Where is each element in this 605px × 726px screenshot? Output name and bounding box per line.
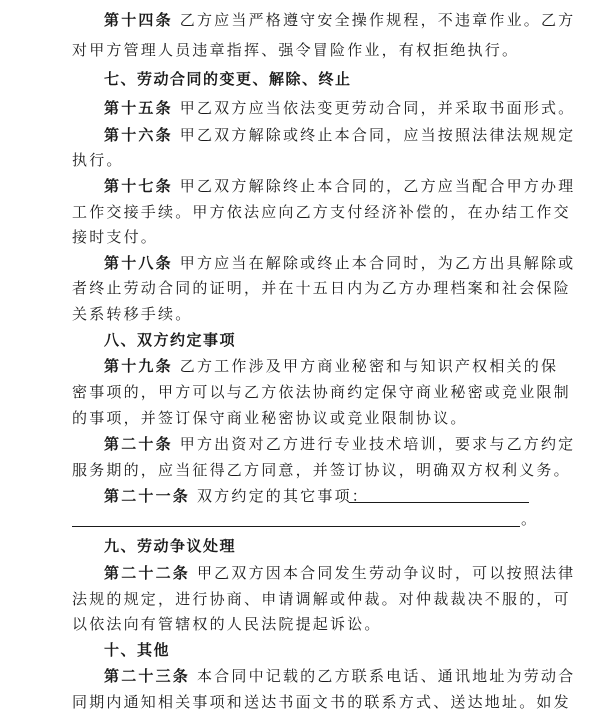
article-14-line-1: 第十四条 乙方应当严格遵守安全操作规程，不违章作业。乙方 (104, 11, 576, 29)
article-22-line-3: 以依法向有管辖权的人民法院提起诉讼。 (72, 615, 382, 633)
section-7-heading: 七、劳动合同的变更、解除、终止 (104, 70, 352, 88)
article-20-line-2: 服务期的，应当征得乙方同意，并签订协议，明确双方权利义务。 (72, 461, 571, 479)
fill-in-blank-1[interactable] (349, 502, 529, 503)
article-22-line-2: 法规的规定，进行协商、申请调解或仲裁。对仲裁裁决不服的，可 (72, 590, 571, 608)
article-22-line-1: 第二十二条 甲乙双方因本合同发生劳动争议时，可以按照法律 (104, 564, 576, 582)
article-label: 第二十二条 (104, 564, 191, 582)
article-label: 第十七条 (104, 177, 173, 195)
article-16-line-2: 执行。 (72, 151, 124, 169)
article-18-line-2: 者终止劳动合同的证明，并在十五日内为乙方办理档案和社会保险 (72, 279, 571, 297)
section-10-heading: 十、其他 (104, 641, 171, 659)
article-label: 第二十三条 (104, 667, 191, 685)
article-label: 第十九条 (104, 357, 173, 375)
article-label: 第十八条 (104, 254, 173, 272)
article-18-line-3: 关系转移手续。 (72, 305, 193, 323)
article-23-line-1: 第二十三条 本合同中记载的乙方联系电话、通讯地址为劳动合 (104, 667, 576, 685)
article-19-line-1: 第十九条 乙方工作涉及甲方商业秘密和与知识产权相关的保 (104, 357, 559, 375)
article-17-line-2: 工作交接手续。甲方依法应向乙方支付经济补偿的，在办结工作交 (72, 203, 571, 221)
article-label: 第十六条 (104, 126, 173, 144)
article-label: 第二十条 (104, 435, 173, 453)
article-label: 第二十一条 (104, 487, 191, 505)
section-8-heading: 八、双方约定事项 (104, 331, 237, 349)
article-15-line-1: 第十五条 甲乙双方应当依法变更劳动合同，并采取书面形式。 (104, 99, 576, 117)
article-20-line-1: 第二十条 甲方出资对乙方进行专业技术培训，要求与乙方约定 (104, 435, 576, 453)
fill-in-blank-2[interactable] (72, 526, 520, 527)
article-21-line-1: 第二十一条 双方约定的其它事项： (104, 487, 369, 505)
article-label: 第十五条 (104, 99, 173, 117)
article-23-line-2: 同期内通知相关事项和送达书面文书的联系方式、送达地址。如发 (72, 693, 571, 711)
article-16-line-1: 第十六条 甲乙双方解除或终止本合同，应当按照法律法规规定 (104, 126, 576, 144)
blank-end-period: 。 (521, 510, 537, 528)
article-17-line-3: 接时支付。 (72, 228, 159, 246)
article-label: 第十四条 (104, 11, 173, 29)
article-14-line-2: 对甲方管理人员违章指挥、强令冒险作业，有权拒绝执行。 (72, 41, 520, 59)
article-19-line-3: 的事项，并签订保守商业秘密协议或竞业限制协议。 (72, 409, 468, 427)
section-9-heading: 九、劳动争议处理 (104, 537, 237, 555)
article-19-line-2: 密事项的，甲方可以与乙方依法协商约定保守商业秘密或竞业限制 (72, 383, 571, 401)
article-17-line-1: 第十七条 甲乙双方解除终止本合同的，乙方应当配合甲方办理 (104, 177, 576, 195)
article-18-line-1: 第十八条 甲方应当在解除或终止本合同时，为乙方出具解除或 (104, 254, 576, 272)
